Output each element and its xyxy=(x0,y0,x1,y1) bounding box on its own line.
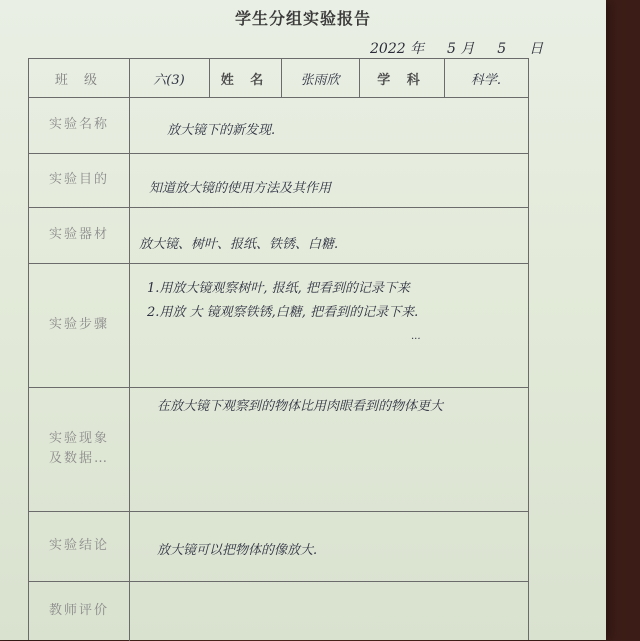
subject-label-cell xyxy=(359,59,445,97)
row-experiment-purpose xyxy=(29,153,528,208)
date-day: 5 xyxy=(497,41,507,57)
header-row xyxy=(29,59,528,98)
name-label: 姓 名 xyxy=(220,72,270,88)
row-experiment-materials xyxy=(29,207,528,264)
row-teacher-evaluation xyxy=(29,581,528,641)
page-title: 学生分组实验报告 xyxy=(234,9,371,28)
subject-label: 学 科 xyxy=(377,72,426,88)
row-label: 实验目的 xyxy=(29,153,130,207)
date-month-label: 月 xyxy=(460,41,475,57)
row-label: 实验名称 xyxy=(29,97,130,153)
experiment-name-text: 放大镜下的新发现. xyxy=(167,123,276,138)
row-experiment-observations xyxy=(29,387,528,512)
name-value-cell xyxy=(281,59,360,97)
report-table xyxy=(28,58,529,640)
row-label: 实验器材 xyxy=(29,207,130,263)
class-label: 班 级 xyxy=(54,72,104,88)
date-year: 2022 xyxy=(370,41,406,57)
experiment-purpose-text: 知道放大镜的使用方法及其作用 xyxy=(149,181,332,196)
row-label: 教师评价 xyxy=(29,581,130,641)
name-value: 张雨欣 xyxy=(300,72,340,88)
experiment-materials-text: 放大镜、树叶、报纸、铁锈、白糖. xyxy=(139,237,339,252)
report-date xyxy=(370,38,543,58)
row-experiment-name xyxy=(29,97,528,154)
class-value: 六(3) xyxy=(153,72,185,88)
row-experiment-conclusion xyxy=(29,511,528,582)
name-label-cell xyxy=(209,59,282,97)
date-year-label: 年 xyxy=(410,41,425,57)
class-value-cell xyxy=(129,59,210,97)
step-line-1: 1.用放大镜观察树叶, 报纸, 把看到的记录下来 xyxy=(147,281,410,296)
subject-value: 科学. xyxy=(470,72,502,88)
observation-text: 在放大镜下观察到的物体比用肉眼看到的物体更大 xyxy=(157,399,444,414)
date-day-label: 日 xyxy=(529,41,544,57)
row-label: 实验步骤 xyxy=(29,263,130,387)
row-label: 实验现象 及数据… xyxy=(29,387,130,511)
row-experiment-steps xyxy=(29,263,528,388)
step-ellipsis: ... xyxy=(411,331,421,342)
subject-value-cell xyxy=(444,59,528,97)
step-line-2: 2.用放 大 镜观察铁锈,白糖, 把看到的记录下来. xyxy=(147,305,419,320)
date-month: 5 xyxy=(447,41,456,57)
conclusion-text: 放大镜可以把物体的像放大. xyxy=(157,543,318,558)
class-label-cell xyxy=(29,59,130,97)
row-label: 实验结论 xyxy=(29,511,130,581)
